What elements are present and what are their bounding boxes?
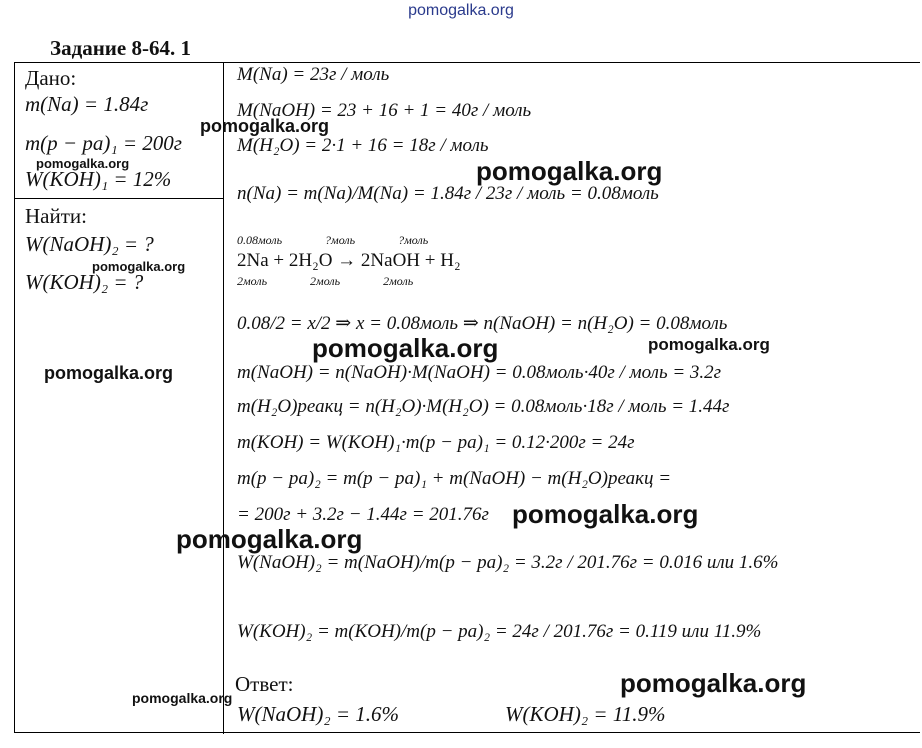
find-header: Найти: [25, 204, 87, 228]
frame-divider-line [223, 62, 224, 734]
task-title: Задание 8-64. 1 [50, 36, 191, 60]
solution-line: m(H₂O)реакц = n(H₂O)·M(H₂O) = 0.08моль·18г / моль = 1.44г [237, 396, 730, 417]
given-header: Дано: [25, 66, 77, 90]
solution-line: m(p − pa)₂ = m(p − pa)₁ + m(NaOH) − m(H₂O)реакц = [237, 468, 672, 489]
watermark: pomogalka.org [200, 116, 330, 136]
given-find-separator [14, 198, 223, 199]
watermark: pomogalka.org [44, 363, 174, 383]
solution-line: n(Na) = m(Na)/M(Na) = 1.84г / 23г / моль = 0.08моль [237, 183, 659, 204]
solution-line: 0.08/2 = x/2 ⇒ x = 0.08моль ⇒ n(NaOH) = n(H₂O) = 0.08моль [237, 313, 728, 334]
watermark: pomogalka.org [512, 499, 699, 529]
frame-bottom-line [14, 732, 920, 733]
watermark: pomogalka.org [36, 156, 130, 171]
solution-line: W(NaOH)₂ = m(NaOH)/m(p − pa)₂ = 3.2г / 201.76г = 0.016 или 1.6% [237, 552, 779, 573]
given-line: m(p − pa)₁ = 200г [25, 131, 182, 155]
solution-line: M(H₂O) = 2·1 + 16 = 18г / моль [237, 135, 489, 156]
watermark: pomogalka.org [620, 668, 807, 698]
find-line: W(KOH)₂ = ? [25, 270, 144, 294]
given-line: W(KOH)₁ = 12% [25, 167, 172, 191]
watermark: pomogalka.org [312, 333, 499, 363]
frame-top-line [14, 62, 920, 63]
answer-naoh: W(NaOH)₂ = 1.6% [237, 702, 400, 726]
watermark: pomogalka.org [176, 524, 363, 554]
reaction-equation: 2Na + 2H₂O → 2NaOH + H₂ [237, 250, 461, 271]
site-header-link[interactable]: pomogalka.org [408, 2, 514, 19]
solution-line: M(Na) = 23г / моль [237, 64, 390, 85]
answer-header: Ответ: [235, 672, 294, 696]
watermark: pomogalka.org [132, 690, 233, 706]
solution-line: = 200г + 3.2г − 1.44г = 201.76г [237, 504, 489, 525]
solution-line: m(KOH) = W(KOH)₁·m(p − pa)₁ = 0.12·200г = 24г [237, 432, 635, 453]
watermark: pomogalka.org [648, 335, 770, 354]
answer-koh: W(KOH)₂ = 11.9% [505, 702, 666, 726]
find-line: W(NaOH)₂ = ? [25, 232, 154, 256]
equation-top-labels: 0.08моль ?моль ?моль [237, 233, 429, 247]
solution-line: M(NaOH) = 23 + 16 + 1 = 40г / моль [237, 100, 532, 121]
watermark: pomogalka.org [476, 156, 663, 186]
solution-line: W(KOH)₂ = m(KOH)/m(p − pa)₂ = 24г / 201.76г = 0.119 или 11.9% [237, 621, 762, 642]
solution-line: m(NaOH) = n(NaOH)·M(NaOH) = 0.08моль·40г / моль = 3.2г [237, 362, 722, 383]
equation-bottom-labels: 2моль 2моль 2моль [237, 274, 414, 288]
watermark: pomogalka.org [92, 259, 186, 274]
frame-left-line [14, 62, 15, 732]
given-line: m(Na) = 1.84г [25, 92, 149, 116]
